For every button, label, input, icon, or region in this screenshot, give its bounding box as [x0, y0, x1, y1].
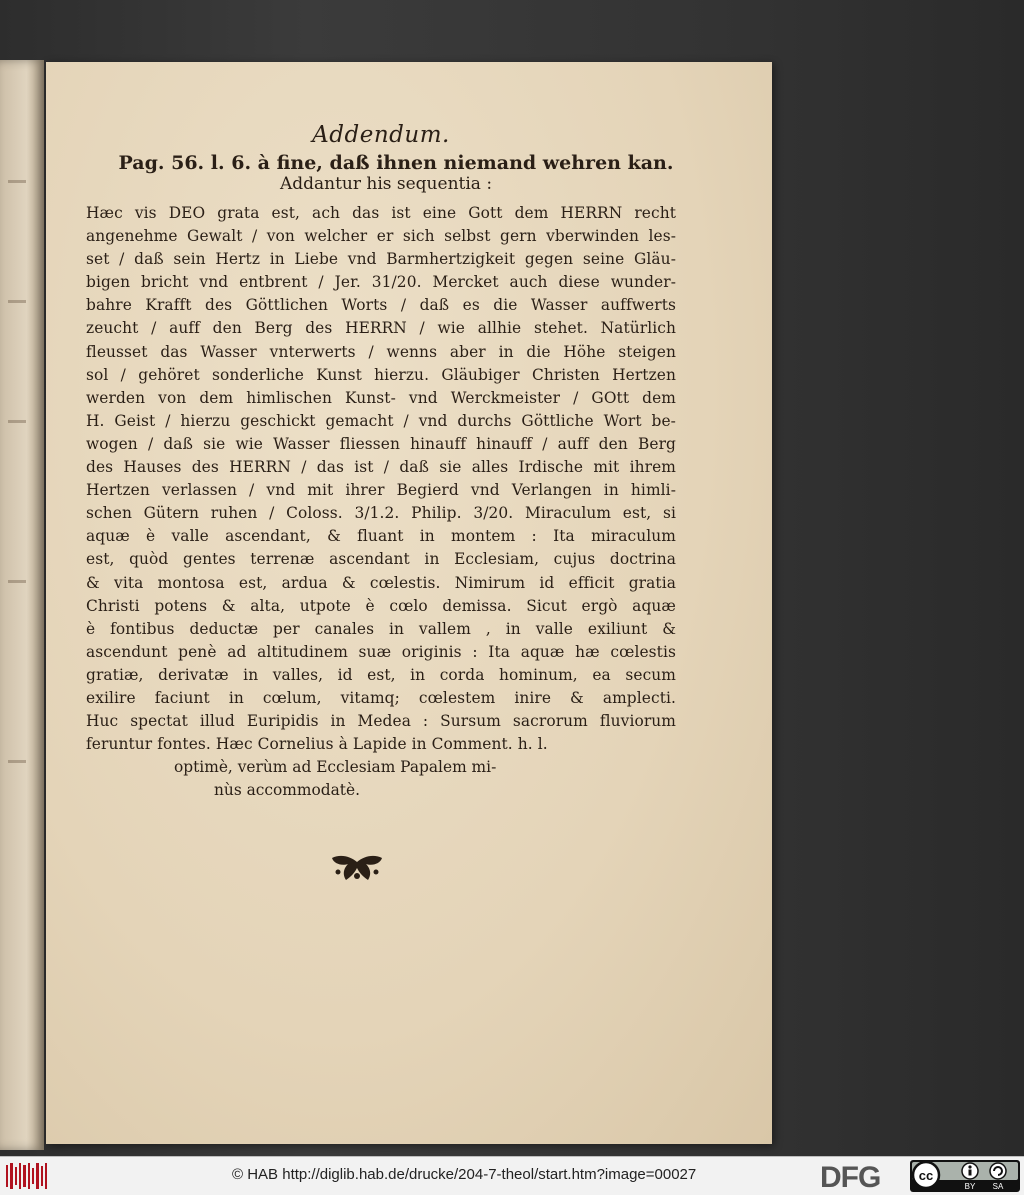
body-line: werden von dem himlischen Kunst- vnd Werckmeister / GOtt dem: [86, 388, 676, 407]
body-line: feruntur fontes. Hæc Cornelius à Lapide in Comment. h. l.: [86, 735, 548, 754]
hab-logo-icon: [6, 1163, 48, 1189]
book-page: [46, 62, 772, 1144]
body-line: sol / gehöret sonderliche Kunst hierzu. Gläubiger Christen Hertzen: [86, 365, 676, 384]
body-line: des Hauses des HERRN / das ist / daß sie alles Irdische mit ihrem: [86, 458, 676, 477]
page-heading: Addendum.: [312, 122, 450, 148]
sa-label: SA: [992, 1182, 1004, 1191]
copyright-link[interactable]: © HAB http://diglib.hab.de/drucke/204-7-theol/start.htm?image=00027: [232, 1166, 697, 1183]
svg-text:cc: cc: [918, 1168, 934, 1183]
viewer-footer: [0, 1156, 1024, 1195]
addantur-line: Addantur his sequentia :: [279, 174, 493, 194]
body-line: fleusset das Wasser vnterwerts / wenns aber in die Höhe steigen: [86, 342, 676, 361]
body-line: Huc spectat illud Euripidis in Medea : Sursum sacrorum fluviorum: [86, 712, 676, 731]
body-line: schen Gütern ruhen / Coloss. 3/1.2. Philip. 3/20. Miraculum est, si: [86, 504, 676, 523]
body-line: Hertzen verlassen / vnd mit ihrer Begierd vnd Verlangen in himli-: [86, 481, 676, 500]
cc-license-icon[interactable]: [910, 1160, 1020, 1192]
page-subheading: Pag. 56. l. 6. à fine, daß ihnen niemand wehren kan.: [118, 152, 674, 174]
body-text: [86, 202, 676, 756]
dfg-logo-icon: [820, 1161, 906, 1191]
body-line: angenehme Gewalt / von welcher er sich selbst gern vberwinden les-: [86, 227, 676, 246]
body-line: wogen / daß sie wie Wasser fliessen hinauff hinauff / auff den Berg: [86, 434, 676, 453]
body-line: Hæc vis DEO grata est, ach das ist eine Gott dem HERRN recht: [86, 204, 676, 222]
by-label: BY: [964, 1182, 976, 1191]
page-text-block: [86, 122, 676, 802]
dfg-logo-text: DFG: [820, 1161, 881, 1191]
closing-line: optimè, verùm ad Ecclesiam Papalem mi-: [174, 758, 497, 777]
body-line: bigen bricht vnd entbrent / Jer. 31/20. Mercket auch diese wunder-: [86, 273, 676, 292]
body-line: & vita montosa est, ardua & cœlestis. Nimirum id efficit gratia: [86, 573, 676, 592]
body-line: H. Geist / hierzu geschickt gemacht / vnd durchs Göttliche Wort be-: [86, 411, 676, 430]
ornament-icon: [326, 852, 388, 886]
body-line: ascendunt penè ad altitudinem suæ originis : Ita aquæ hæ cœlestis: [86, 642, 676, 661]
body-line: Christi potens & alta, utpote è cœlo demissa. Sicut ergò aquæ: [86, 596, 676, 615]
body-line: è fontibus deductæ per canales in vallem , in valle exiliunt &: [86, 619, 676, 638]
body-line: est, quòd gentes terrenæ ascendant in Ecclesiam, cujus doctrina: [86, 550, 676, 569]
body-line: gratiæ, derivatæ in valles, id est, in corda hominum, ea secum: [86, 665, 676, 684]
body-line: zeucht / auff den Berg des HERRN / wie allhie stehet. Natürlich: [86, 319, 676, 338]
body-line: aquæ è valle ascendant, & fluant in montem : Ita miraculum: [86, 527, 676, 546]
body-line: exilire faciunt in cœlum, vitamq; cœlestem inire & amplecti.: [86, 688, 676, 707]
closing-line: nùs accommodatè.: [214, 781, 360, 800]
adjacent-page-edge: [0, 60, 44, 1150]
body-line: bahre Krafft des Göttlichen Worts / daß es die Wasser auffwerts: [86, 296, 676, 315]
body-line: set / daß sein Hertz in Liebe vnd Barmhertzigkeit gegen seine Gläu-: [86, 250, 676, 269]
